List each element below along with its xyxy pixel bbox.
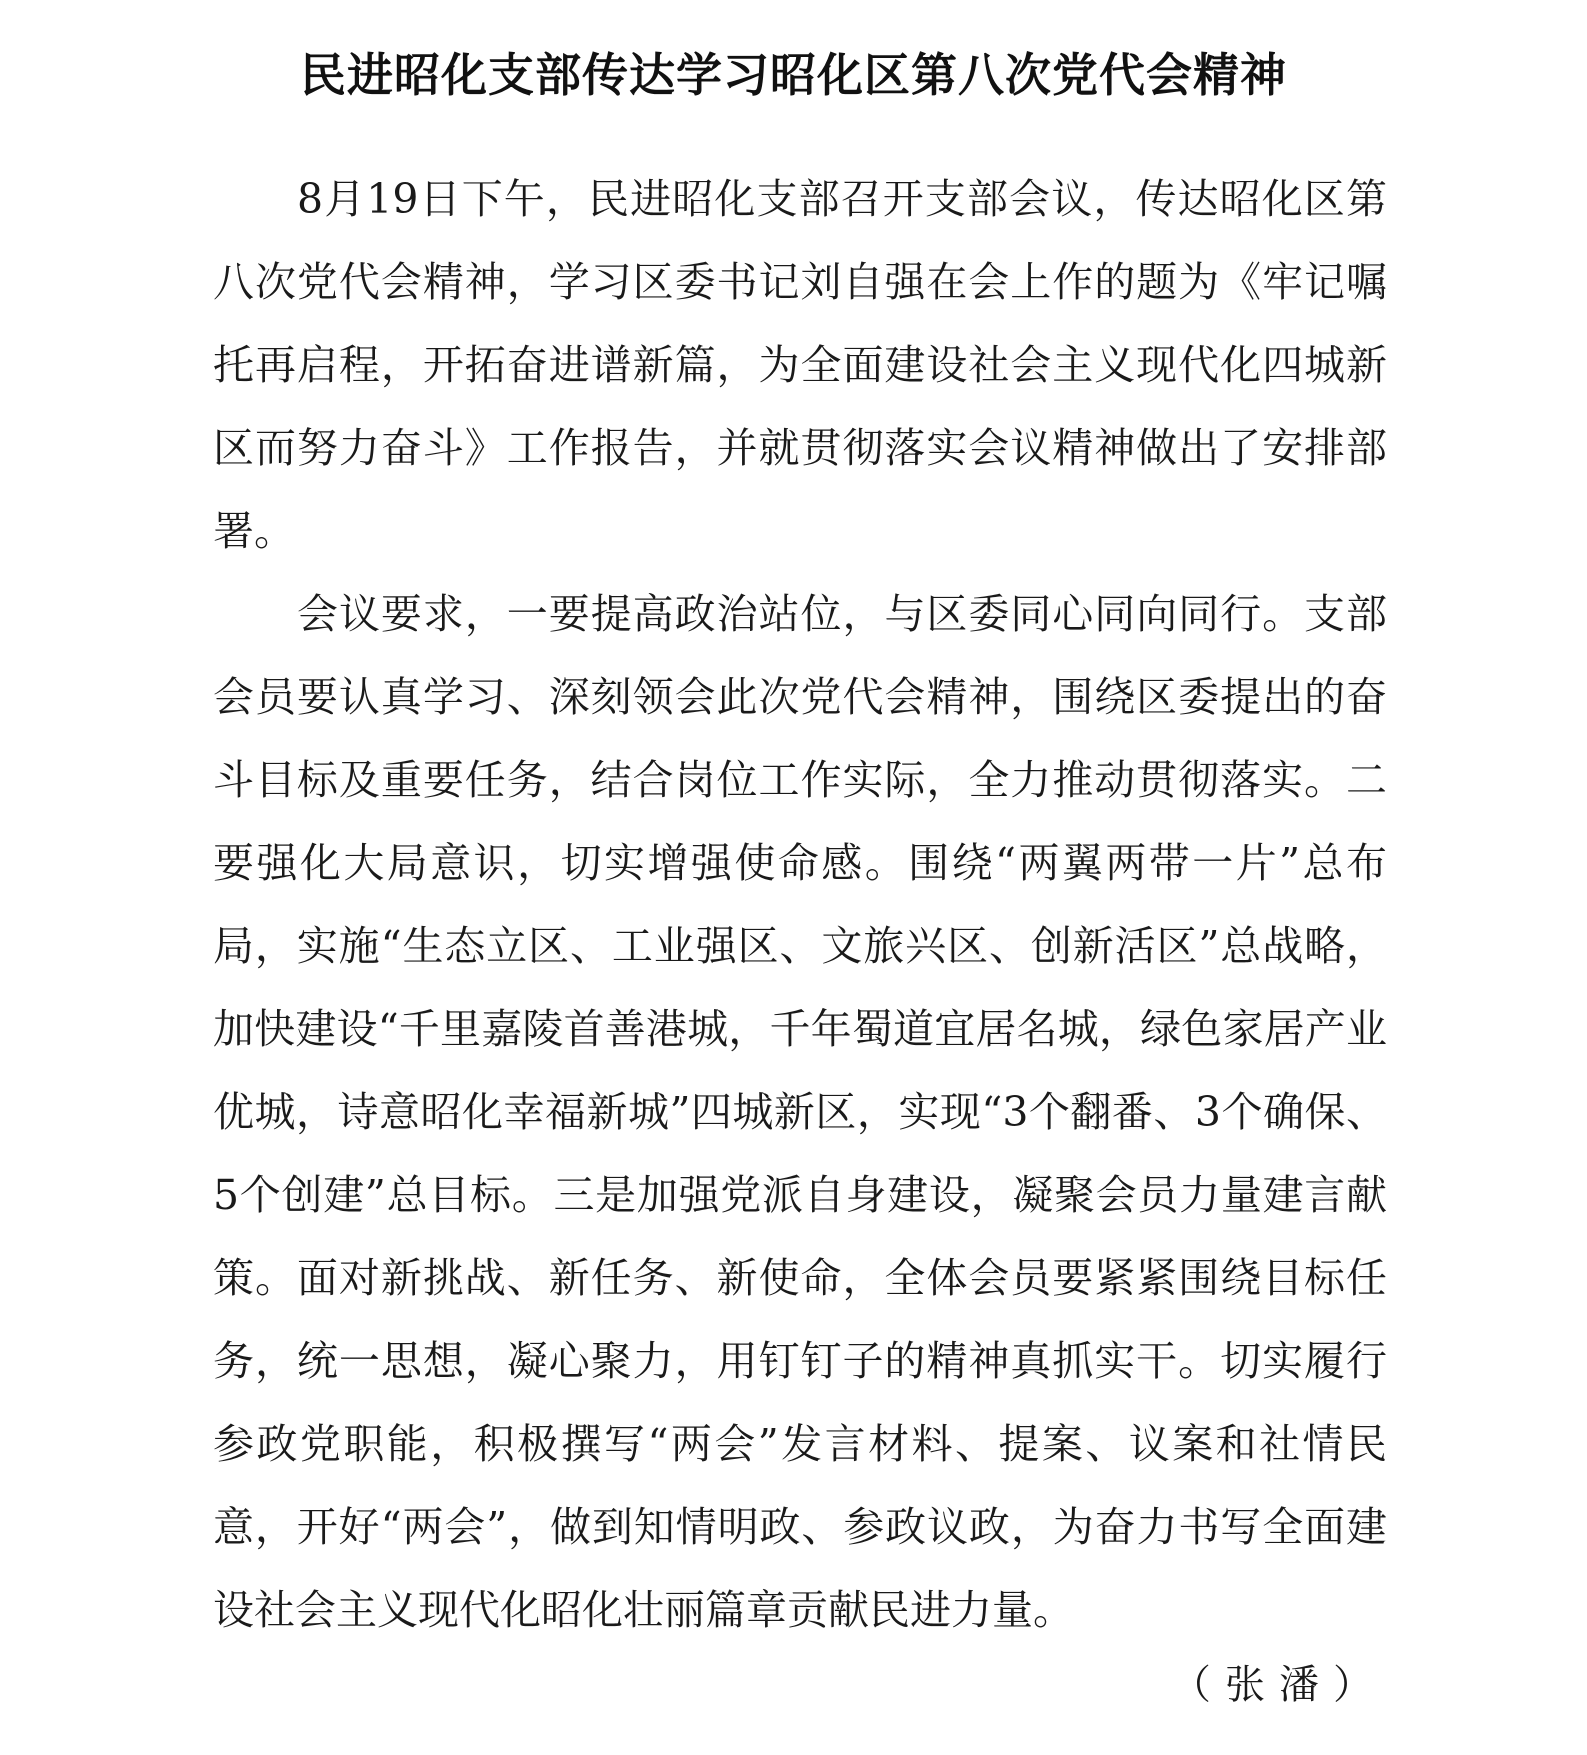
article-author: （张潘） [1171, 1662, 1387, 1708]
paragraph-2: 会议要求，一要提高政治站位，与区委同心同向同行。支部会员要认真学习、深刻领会此次党代会精神，围绕区委提出的奋斗目标及重要任务，结合岗位工作实际，全力推动贯彻落实。二要强化大局意识，切实增强使命感。围绕“两翼两带一片”总布局，实施“生态立区、工业强区、文旅兴区、创新活区”总战略，加快建设“千里嘉陵首善港城，千年蜀道宜居名城，绿色家居产业优城，诗意昭化幸福新城”四城新区，实现“3个翻番、3个确保、5个创建”总目标。三是加强党派自身建设，凝聚会员力量建言献策。面对新挑战、新任务、新使命，全体会员要紧紧围绕目标任务，统一思想，凝心聚力，用钉钉子的精神真抓实干。切实履行参政党职能，积极撰写“两会”发言材料、提案、议案和社情民意，开好“两会”，做到知情明政、参政议政，为奋力书写全面建设社会主义现代化昭化壮丽篇章贡献民进力量。 [213, 590, 1387, 1634]
article-title: 民进昭化支部传达学习昭化区第八次党代会精神 [300, 47, 1287, 102]
article-body [213, 158, 1387, 1652]
paragraph-1: 8月19日下午，民进昭化支部召开支部会议，传达昭化区第八次党代会精神，学习区委书记刘自强在会上作的题为《牢记嘱托再启程，开拓奋进谱新篇，为全面建设社会主义现代化四城新区而努力奋斗》工作报告，并就贯彻落实会议精神做出了安排部署。 [213, 175, 1387, 555]
